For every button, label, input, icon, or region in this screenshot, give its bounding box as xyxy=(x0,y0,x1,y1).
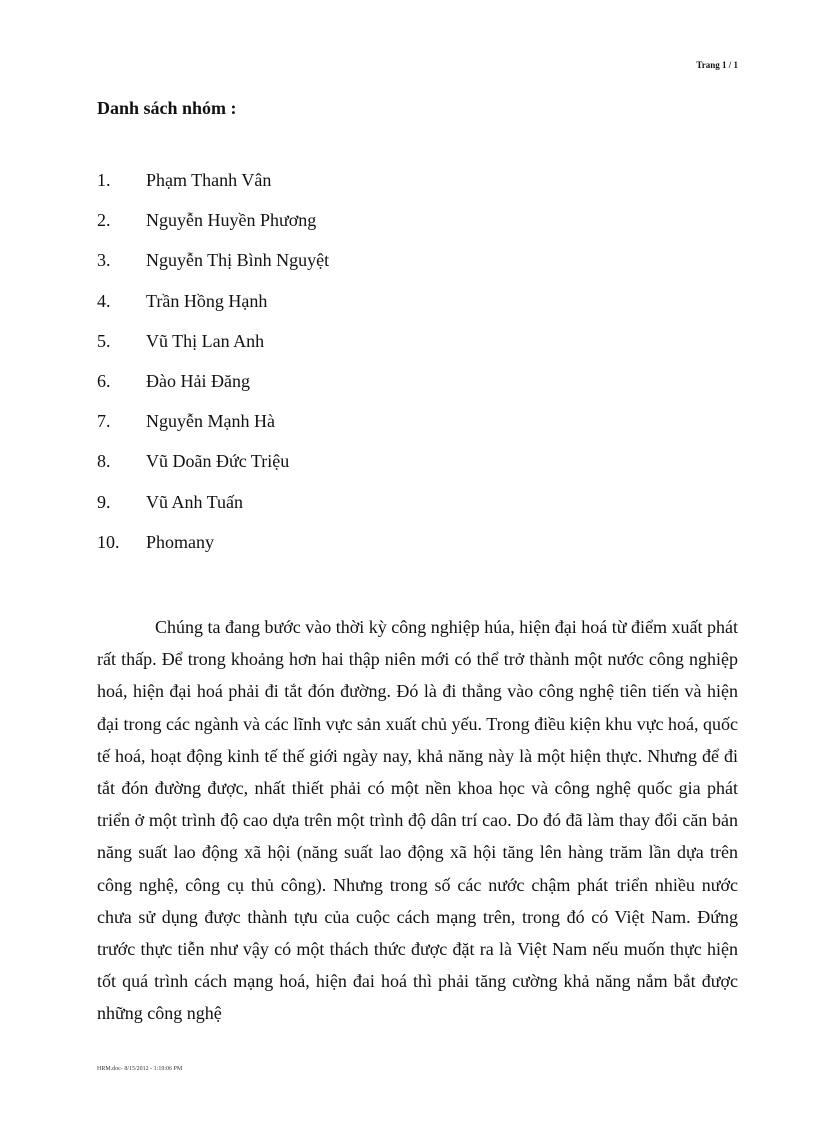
list-item-name: Trần Hồng Hạnh xyxy=(146,290,268,311)
list-item-number: 8. xyxy=(97,451,111,472)
list-item-number: 5. xyxy=(97,330,111,351)
list-item-name: Phomany xyxy=(146,531,215,552)
list-item-number: 4. xyxy=(97,290,111,311)
list-item-name: Nguyễn Thị Bình Nguyệt xyxy=(146,250,330,271)
list-item-name: Vũ Doãn Đức Triệu xyxy=(146,451,290,472)
list-item-name: Nguyễn Mạnh Hà xyxy=(146,411,275,432)
list-item-number: 7. xyxy=(97,411,111,432)
list-item-name: Nguyễn Huyền Phương xyxy=(146,210,317,231)
list-item-number: 2. xyxy=(97,210,111,231)
member-list xyxy=(97,170,329,572)
list-item xyxy=(97,250,329,290)
body-paragraph: Chúng ta đang bước vào thời kỳ công nghiệp húa, hiện đại hoá từ điểm xuất phát rất thấp. Để trong khoảng hơn hai thập niên mới có thể trở thành một nước công nghiệp hoá, hiện đại hoá phải đi tắt đón đường. Đó là đi thẳng vào công nghệ tiên tiến và hiện đại trong các ngành và các lĩnh vực sản xuất chủ yếu. Trong điều kiện khu vực hoá, quốc tế hoá, hoạt động kinh tế thế giới ngày nay, khả năng này là một hiện thực. Nhưng để đi tắt đón đường được, nhất thiết phải có một nền khoa học và công nghệ quốc gia phát triển ở một trình độ cao dựa trên một trình độ dân trí cao. Do đó đã làm thay đổi căn bản năng suất lao động xã hội (năng suất lao động xã hội tăng lên hàng trăm lần dựa trên công nghệ, công cụ thủ công). Nhưng trong số các nước chậm phát triển nhiều nước chưa sử dụng được thành tựu của cuộc cách mạng trên, trong đó có Việt Nam. Đứng trước thực tiễn như vậy có một thách thức được đặt ra là Việt Nam nếu muốn thực hiện tốt quá trình cách mạng hoá, hiện đai hoá thì phải tăng cường khả năng nắm bắt được những công nghệ xyxy=(97,617,738,1024)
list-item-name: Đào Hải Đăng xyxy=(146,370,250,391)
list-item xyxy=(97,170,329,210)
list-item-name: Vũ Anh Tuấn xyxy=(146,491,244,512)
list-item xyxy=(97,451,329,491)
list-item xyxy=(97,331,329,371)
footer-file-info: HRM.doc- 8/15/2012 - 1:19:06 PM xyxy=(97,1066,183,1072)
list-item-name: Vũ Thị Lan Anh xyxy=(146,330,265,351)
list-item xyxy=(97,532,329,572)
list-item-number: 9. xyxy=(97,491,111,512)
list-item-number: 1. xyxy=(97,170,111,190)
list-item xyxy=(97,291,329,331)
list-item-name: Phạm Thanh Vân xyxy=(146,170,272,190)
list-item-number: 3. xyxy=(97,250,111,271)
list-item xyxy=(97,371,329,411)
list-item-number: 10. xyxy=(97,531,120,552)
page-number: Trang 1 / 1 xyxy=(696,60,738,70)
list-item-number: 6. xyxy=(97,370,111,391)
page-title: Danh sách nhóm : xyxy=(97,98,237,118)
list-item xyxy=(97,492,329,532)
list-item xyxy=(97,210,329,250)
list-item xyxy=(97,411,329,451)
